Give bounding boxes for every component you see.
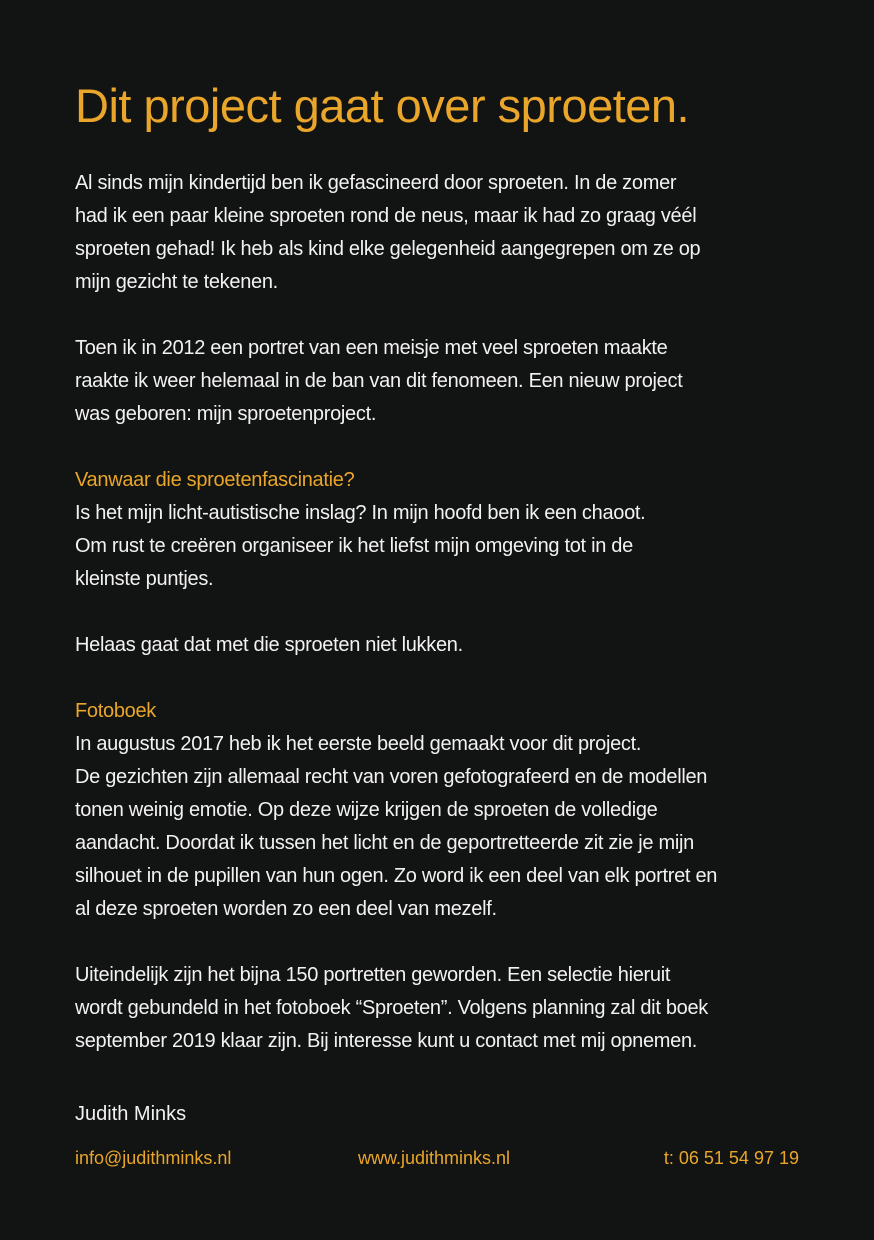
text-line: silhouet in de pupillen van hun ogen. Zo word ik een deel van elk portret en <box>75 865 718 887</box>
phone-number: t: 06 51 54 97 19 <box>663 1148 799 1168</box>
section-fotoboek <box>75 695 815 926</box>
text-line: Helaas gaat dat met die sproeten niet lukken. <box>75 634 463 656</box>
paragraph-intro <box>75 167 815 299</box>
section-fascination <box>75 464 815 596</box>
contact-footer <box>75 1144 799 1172</box>
text-line: In augustus 2017 heb ik het eerste beeld gemaakt voor dit project. <box>75 733 642 755</box>
text-line: raakte ik weer helemaal in de ban van dit fenomeen. Een nieuw project <box>75 370 683 392</box>
text-line: was geboren: mijn sproetenproject. <box>75 403 377 425</box>
paragraph-helaas <box>75 629 815 662</box>
paragraph-conclusion <box>75 959 815 1058</box>
text-line: Om rust te creëren organiseer ik het liefst mijn omgeving tot in de <box>75 535 633 557</box>
website-link[interactable]: www.judithminks.nl <box>358 1148 511 1168</box>
text-line: kleinste puntjes. <box>75 568 214 590</box>
text-line: Is het mijn licht-autistische inslag? In mijn hoofd ben ik een chaoot. <box>75 502 646 524</box>
text-line: sproeten gehad! Ik heb als kind elke gelegenheid aangegrepen om ze op <box>75 238 701 260</box>
text-line: Al sinds mijn kindertijd ben ik gefascineerd door sproeten. In de zomer <box>75 172 677 194</box>
email-link[interactable]: info@judithminks.nl <box>75 1148 232 1168</box>
text-line: Toen ik in 2012 een portret van een meisje met veel sproeten maakte <box>75 337 668 359</box>
text-line: wordt gebundeld in het fotoboek “Sproeten”. Volgens planning zal dit boek <box>75 997 709 1019</box>
page-title: Dit project gaat over sproeten. <box>75 79 690 132</box>
text-line: De gezichten zijn allemaal recht van voren gefotografeerd en de modellen <box>75 766 708 788</box>
text-line: september 2019 klaar zijn. Bij interesse kunt u contact met mij opnemen. <box>75 1030 698 1052</box>
section-heading: Fotoboek <box>75 700 156 722</box>
section-heading: Vanwaar die sproetenfascinatie? <box>75 469 355 491</box>
paragraph-origin <box>75 332 815 431</box>
text-line: Uiteindelijk zijn het bijna 150 portretten geworden. Een selectie hieruit <box>75 964 671 986</box>
text-line: mijn gezicht te tekenen. <box>75 271 278 293</box>
text-line: tonen weinig emotie. Op deze wijze krijgen de sproeten de volledige <box>75 799 658 821</box>
signature: Judith Minks <box>75 1103 187 1125</box>
text-line: aandacht. Doordat ik tussen het licht en de geportretteerde zit zie je mijn <box>75 832 694 854</box>
body-text <box>75 167 815 1091</box>
text-line: al deze sproeten worden zo een deel van mezelf. <box>75 898 497 920</box>
text-line: had ik een paar kleine sproeten rond de neus, maar ik had zo graag véél <box>75 205 697 227</box>
